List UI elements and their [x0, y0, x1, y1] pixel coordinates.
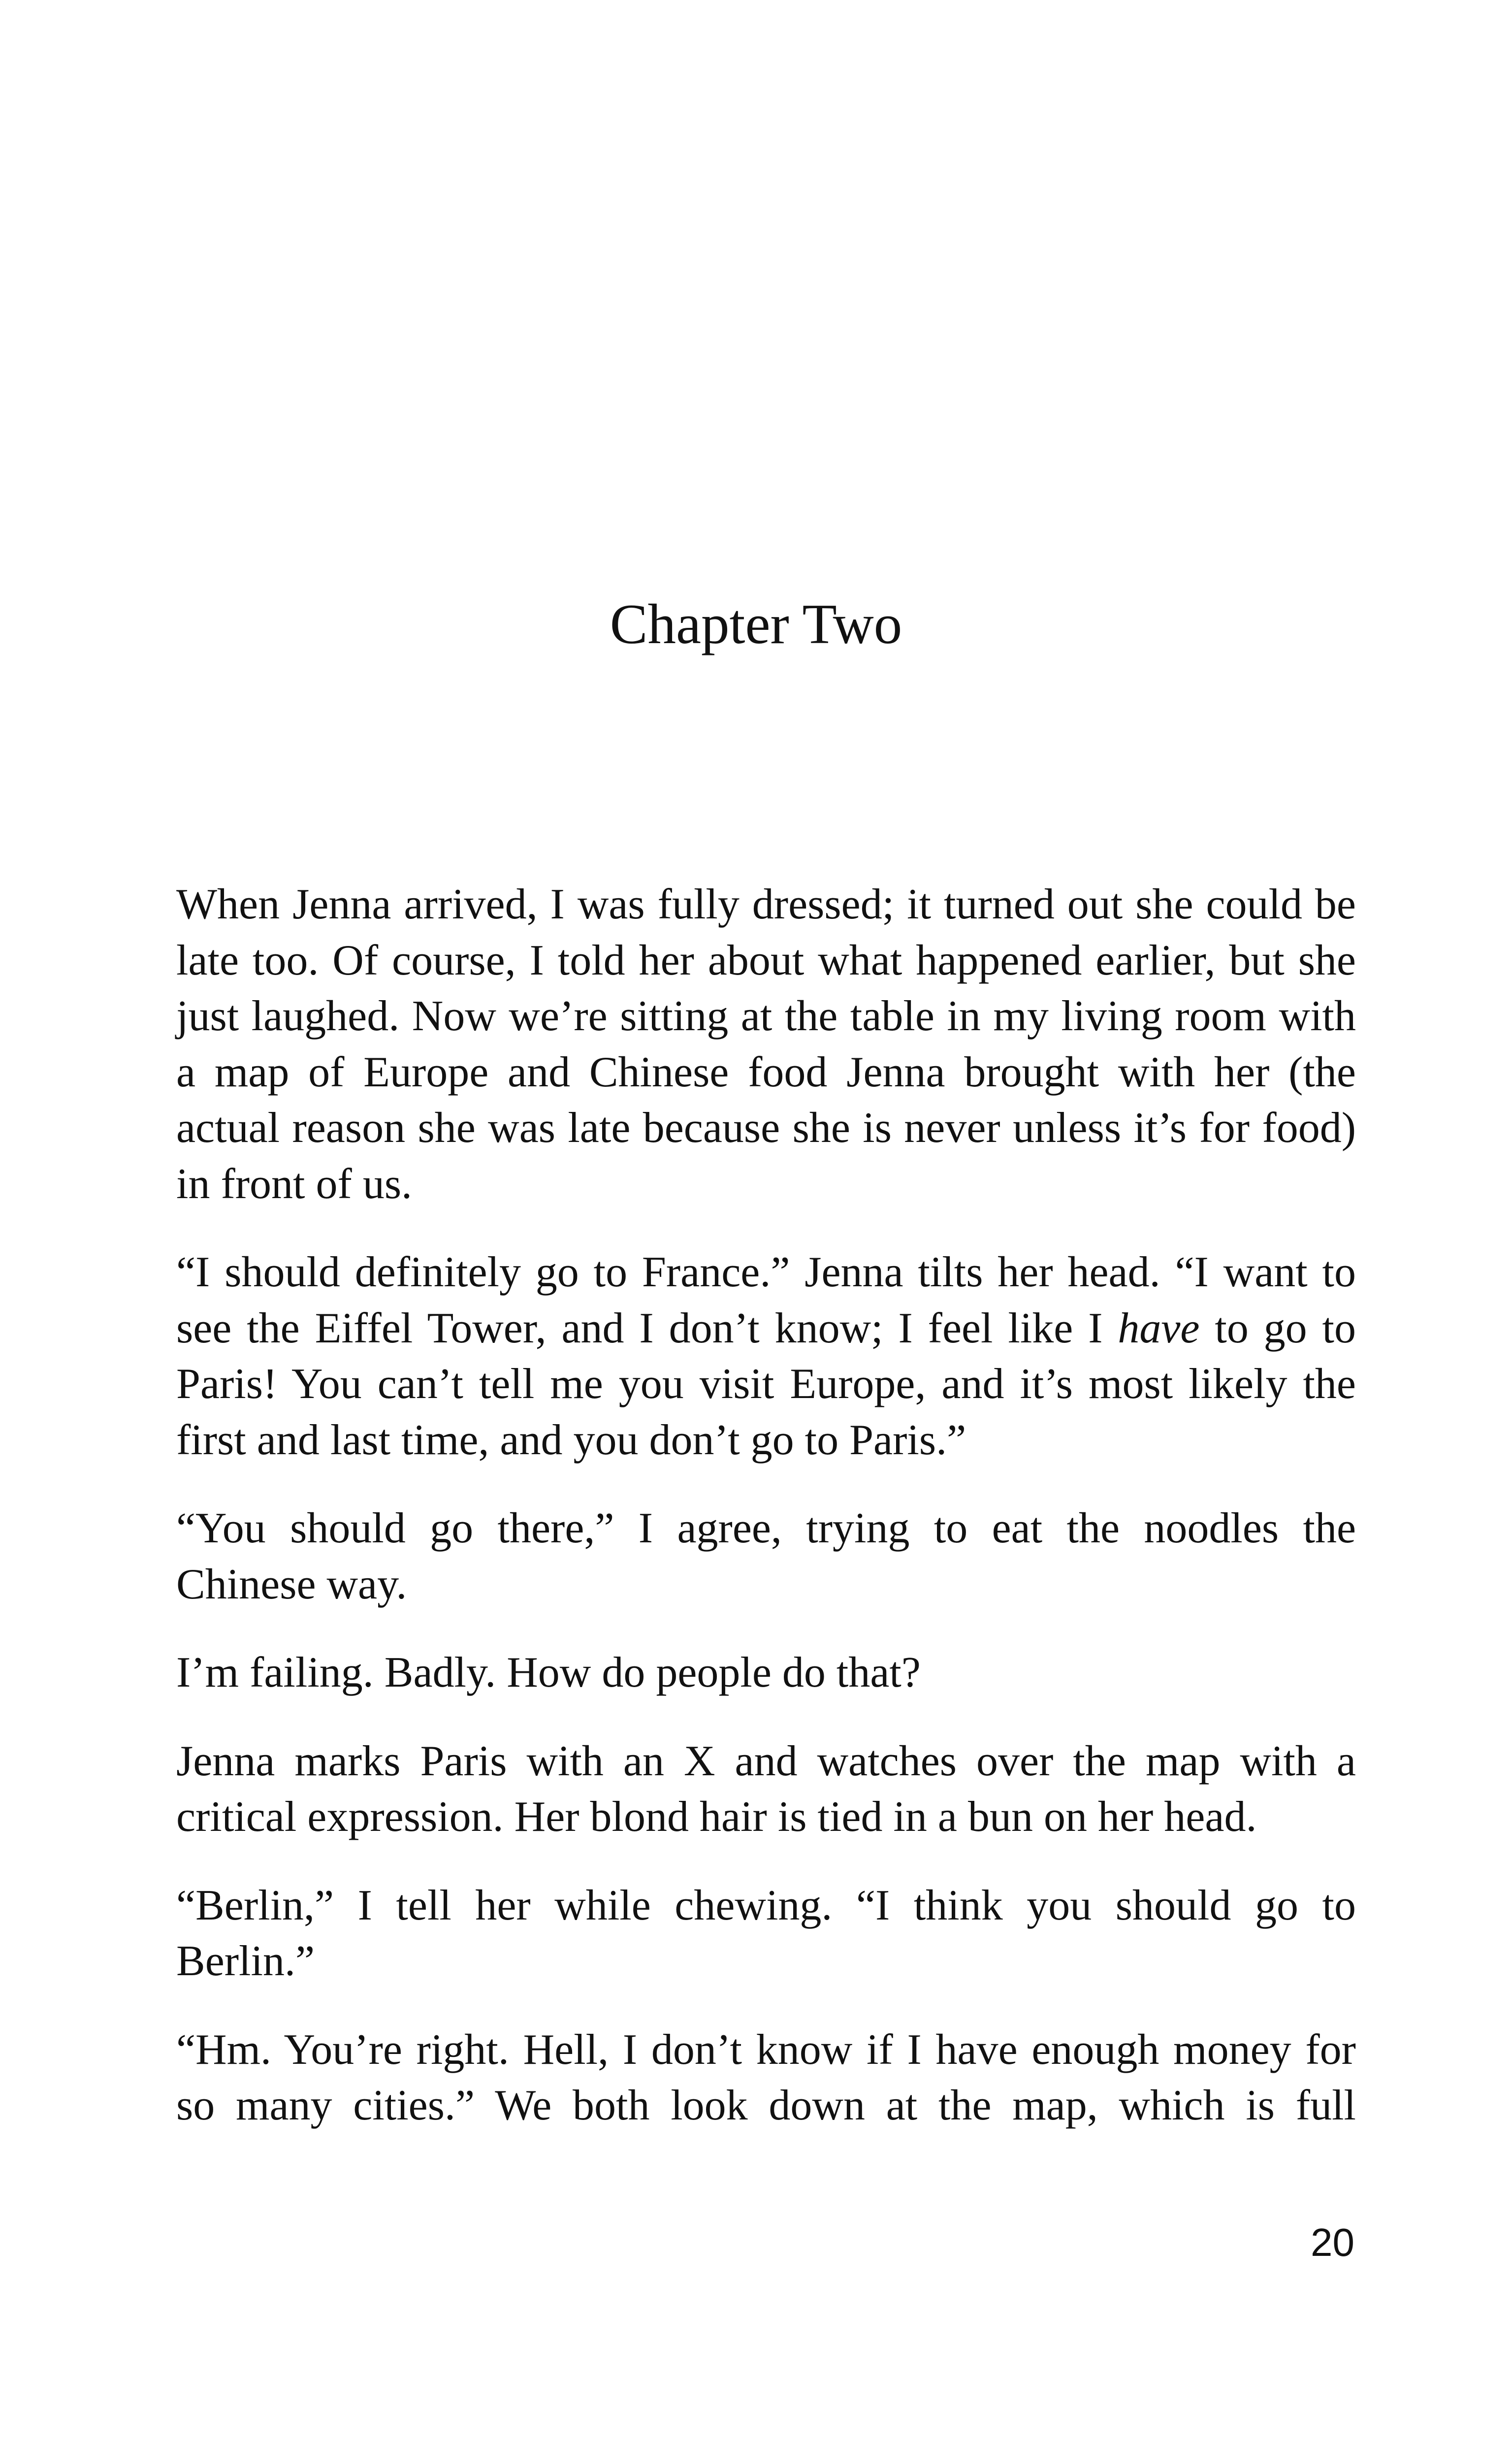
- paragraph: [176, 1244, 1356, 1468]
- paragraph: Jenna marks Paris with an X and watches over the map with a critical expression. Her blond hair is tied in a bun on her head.: [176, 1737, 1356, 1841]
- page-number: 20: [1311, 2220, 1354, 2264]
- paragraph: When Jenna arrived, I was fully dressed; it turned out she could be late too. Of course, I told her about what happened earlier, but she just laughed. Now we’re sitting at the table in my living room with a map of Europe and Chinese food Jenna brought with her (the actual reason she was late because she is never unless it’s for food) in front of us.: [176, 880, 1356, 1208]
- emphasis-text: have: [1118, 1304, 1200, 1352]
- chapter-body: [176, 877, 1356, 2166]
- paragraph: “You should go there,” I agree, trying to eat the noodles the Chinese way.: [176, 1504, 1356, 1608]
- paragraph: “Berlin,” I tell her while chewing. “I think you should go to Berlin.”: [176, 1881, 1356, 1985]
- paragraph: “Hm. You’re right. Hell, I don’t know if I have enough money for so many cities.” We both look down at the map, which is full: [176, 2025, 1356, 2129]
- chapter-title: Chapter Two: [610, 593, 902, 655]
- paragraph-text: to go to Paris! You can’t tell me you visit Europe, and it’s most likely the first and last time, and you don’t go to Paris.”: [176, 1304, 1356, 1464]
- paragraph: I’m failing. Badly. How do people do that?: [176, 1649, 921, 1696]
- paragraph-text: “I should definitely go to France.” Jenna tilts her head. “I want to see the Eiffel Tower, and I don’t know; I feel like I: [176, 1248, 1356, 1352]
